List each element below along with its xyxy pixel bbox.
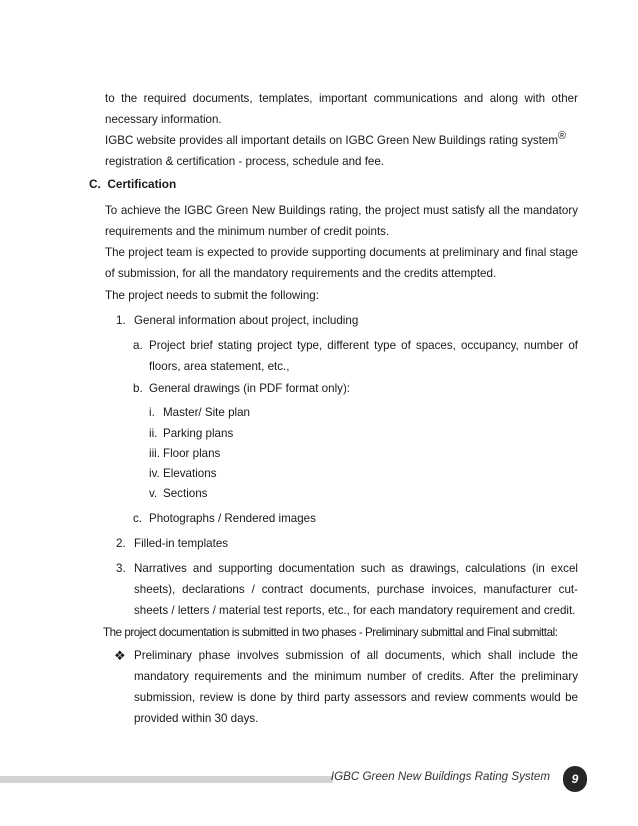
drawing-item-i-text: Master/ Site plan	[163, 406, 250, 419]
certification-paragraph-1: To achieve the IGBC Green New Buildings rating, the project must satisfy all the mandatory requirements and the minimum number of credit points.	[105, 204, 578, 238]
section-c-label: C.	[89, 177, 101, 191]
website-tail-text: registration & certification - process, schedule and fee.	[105, 155, 385, 168]
list-item-1-text: General information about project, including	[134, 314, 359, 327]
certification-paragraph-3: The project needs to submit the following:	[105, 289, 319, 302]
list-item-2-marker: 2.	[116, 537, 126, 550]
section-c-heading	[89, 174, 176, 195]
phase-bullet-text: Preliminary phase involves submission of all documents, which shall include the mandatory requirements and the minimum number of credits. After the preliminary submission, review is done by third party assessors and review comments would be provided within 30 days.	[134, 649, 578, 725]
website-text: IGBC website provides all important details on IGBC Green New Buildings rating system	[105, 134, 558, 147]
list-item-3-text: Narratives and supporting documentation such as drawings, calculations (in excel sheets), declarations / contract documents, purchase invoices, manufacturer cut-sheets / letters / material test reports, etc., for each mandatory requirement and credit.	[134, 562, 578, 617]
drawing-item-iii-text: Floor plans	[163, 447, 221, 460]
intro-continuation-paragraph: to the required documents, templates, important communications and along with other necessary information.	[105, 92, 578, 126]
drawing-item-ii-text: Parking plans	[163, 427, 234, 440]
drawing-item-ii-marker: ii.	[149, 427, 158, 440]
drawing-item-iii-marker: iii.	[149, 447, 160, 460]
list-item-1a-text: Project brief stating project type, different type of spaces, occupancy, number of floors, area statement, etc.,	[149, 339, 578, 373]
list-item-1b-text: General drawings (in PDF format only):	[149, 382, 351, 395]
footer-title: IGBC Green New Buildings Rating System	[330, 770, 550, 783]
diamond-bullet-icon: ❖	[114, 648, 126, 663]
phases-intro-paragraph: The project documentation is submitted in two phases - Preliminary submittal and Final submittal:	[103, 626, 558, 639]
list-item-1c-text: Photographs / Rendered images	[149, 512, 316, 525]
drawing-item-iv-marker: iv.	[149, 467, 160, 480]
footer-bar	[0, 776, 333, 783]
page-number: 9	[571, 772, 579, 786]
section-c-title: Certification	[107, 177, 177, 191]
page-number-badge	[563, 766, 587, 792]
list-item-1b-marker: b.	[133, 382, 143, 395]
drawing-item-iv-text: Elevations	[163, 467, 217, 480]
registered-mark: ®	[558, 130, 567, 142]
drawing-item-v-text: Sections	[163, 487, 208, 500]
list-item-1-marker: 1.	[116, 314, 126, 327]
list-item-1a-marker: a.	[133, 339, 143, 352]
list-item-1c-marker: c.	[133, 512, 143, 525]
website-paragraph	[105, 130, 585, 172]
certification-paragraph-2: The project team is expected to provide supporting documents at preliminary and final stage of submission, for all the mandatory requirements and the credits attempted.	[105, 246, 578, 280]
list-item-2-text: Filled-in templates	[134, 537, 229, 550]
drawing-item-v-marker: v.	[149, 487, 158, 500]
list-item-3-marker: 3.	[116, 562, 126, 575]
drawing-item-i-marker: i.	[149, 406, 155, 419]
